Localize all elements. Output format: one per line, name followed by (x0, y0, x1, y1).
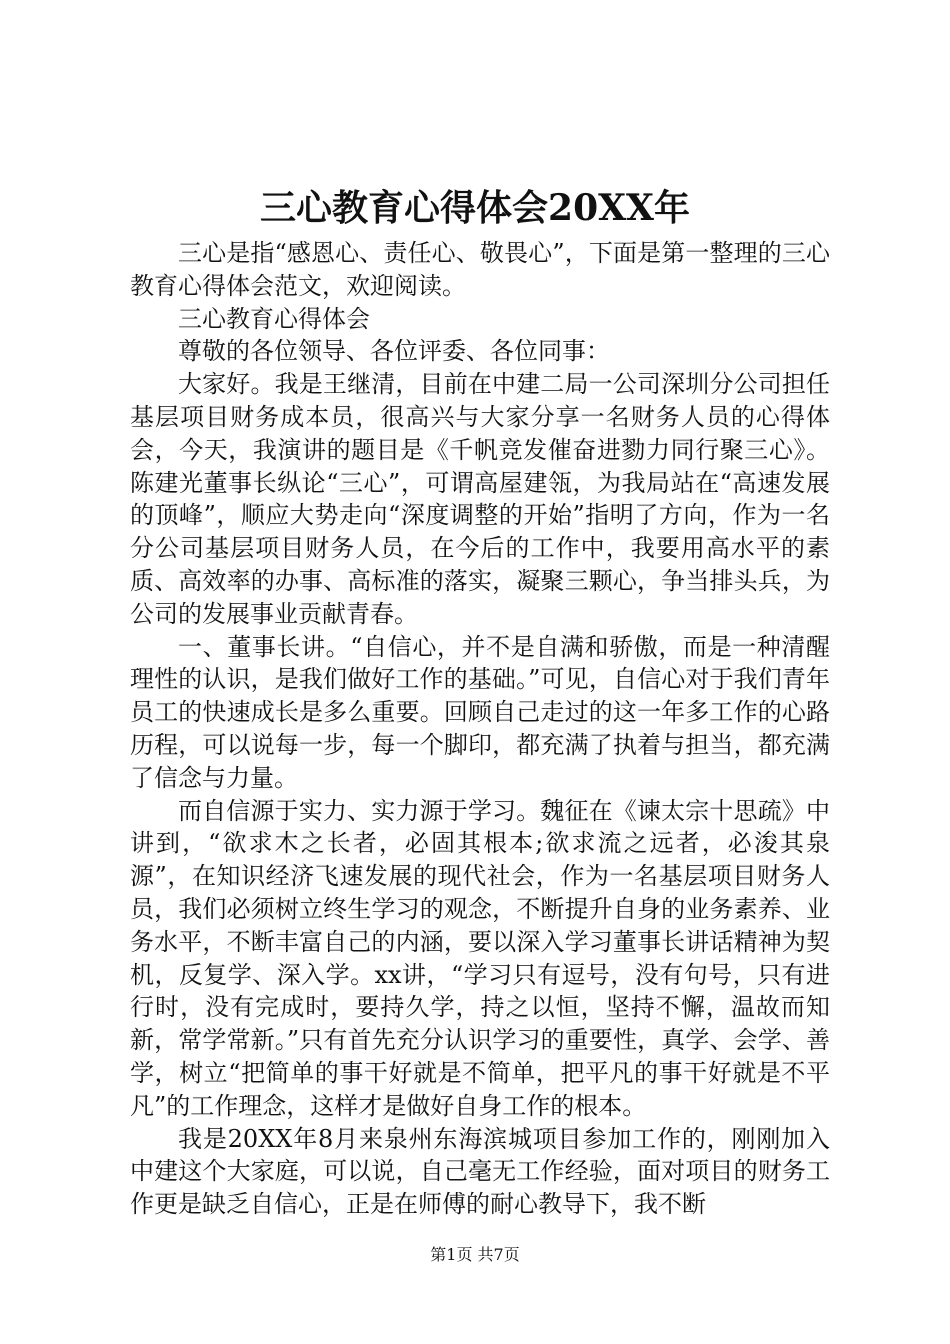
paragraph-section-one: 一、董事长讲。“自信心，并不是自满和骄傲，而是一种清醒理性的认识，是我们做好工作的基础。”可见，自信心对于我们青年员工的快速成长是多么重要。回顾自己走过的这一年多工作的心路历程，可以说每一步，每一个脚印，都充满了执着与担当，都充满了信念与力量。 (130, 632, 830, 792)
document-body (130, 237, 830, 1221)
paragraph-salutation: 尊敬的各位领导、各位评委、各位同事： (178, 337, 610, 366)
paragraph-experience: 我是20XX年8月来泉州东海滨城项目参加工作的，刚刚加入中建这个大家庭，可以说，自己毫无工作经验，面对项目的财务工作更是缺乏自信心，正是在师傅的耐心教导下，我不断 (130, 1124, 830, 1219)
paragraph-learning: 而自信源于实力、实力源于学习。魏征在《谏太宗十思疏》中讲到，“欲求木之长者，必固其根本;欲求流之远者，必浚其泉源”，在知识经济飞速发展的现代社会，作为一名基层项目财务人员，我们必须树立终生学习的观念，不断提升自身的业务素养、业务水平，不断丰富自己的内涵，要以深入学习董事长讲话精神为契机，反复学、深入学。xx讲，“学习只有逗号，没有句号，只有进行时，没有完成时，要持久学，持之以恒，坚持不懈，温故而知新，常学常新。”只有首先充分认识学习的重要性，真学、会学、善学，树立“把简单的事干好就是不简单，把平凡的事干好就是不平凡”的工作理念，这样才是做好自身工作的根本。 (130, 796, 830, 1120)
paragraph-intro: 三心是指“感恩心、责任心、敬畏心”，下面是第一整理的三心教育心得体会范文，欢迎阅读。 (130, 239, 830, 300)
page-number: 第1页 共7页 (430, 1245, 520, 1264)
paragraph-greeting: 大家好。我是王继清，目前在中建二局一公司深圳分公司担任基层项目财务成本员，很高兴与大家分享一名财务人员的心得体会，今天，我演讲的题目是《千帆竞发催奋进勠力同行聚三心》。陈建光董事长纵论“三心”，可谓高屋建瓴，为我局站在“高速发展的顶峰”，顺应大势走向“深度调整的开始”指明了方向，作为一名分公司基层项目财务人员，在今后的工作中，我要用高水平的素质、高效率的办事、高标准的落实，凝聚三颗心，争当排头兵，为公司的发展事业贡献青春。 (130, 370, 830, 628)
document-title: 三心教育心得体会20XX年 (260, 187, 690, 229)
paragraph-subtitle: 三心教育心得体会 (178, 304, 370, 333)
